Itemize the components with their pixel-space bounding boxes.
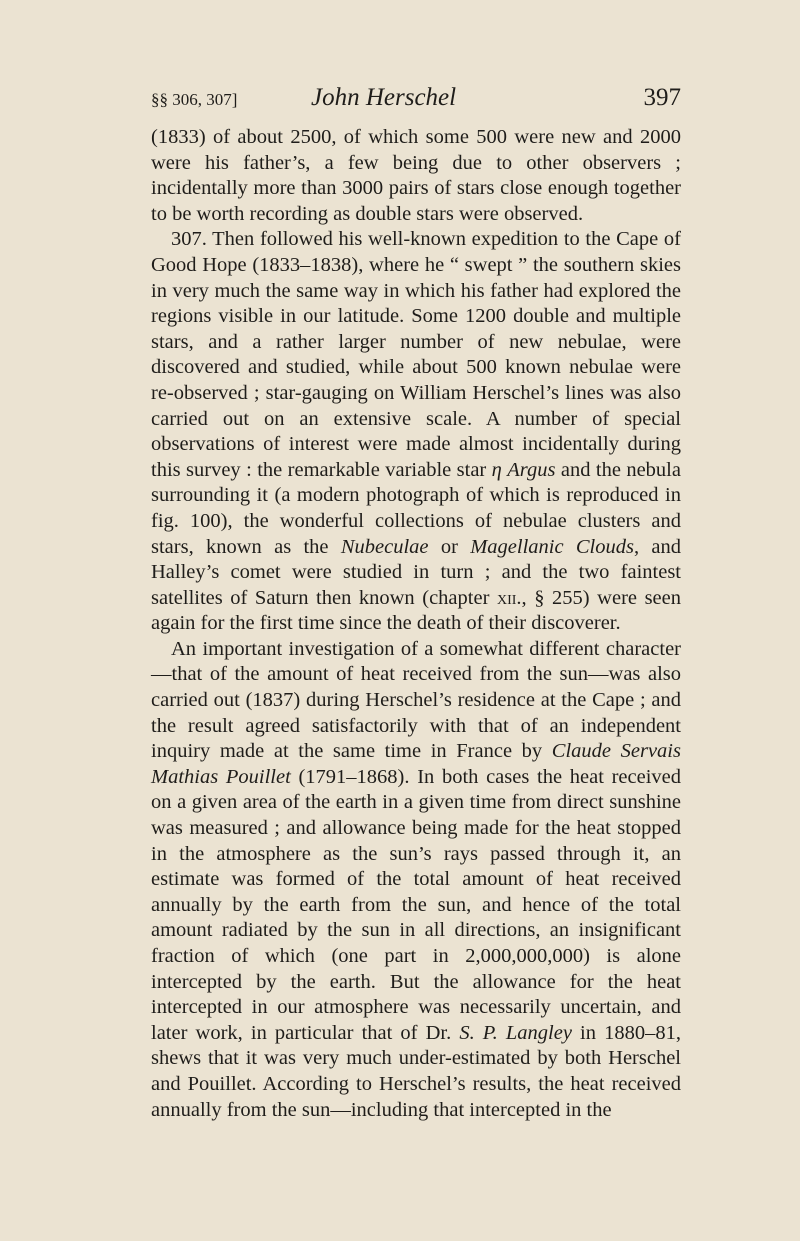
italic-text: Claude Servais Mathias Pouillet xyxy=(151,740,681,788)
text-run: An important investigation of a somewhat different character—that of the amount of heat received from the sun—was also carried out (1837) during Herschel’s residence at the Cape ; and the result agreed satisfactorily with that of an independent inquiry made at the same time in France by xyxy=(151,637,681,763)
text-run: 307. Then followed his well-known expedition to the Cape of Good Hope (1833–1838), where he “ swept ” the southern skies in very much the same way in which his father had explored the regions visible in our latitude. Some 1200 double and multiple stars, and a rather larger number of new nebulae, were discovered and studied, while about 500 known nebulae were re-observed ; star-gauging on William Herschel’s lines was also carried out on an extensive scale. A number of special observations of interest were made almost incidentally during this survey : the remarkable variable star xyxy=(151,228,681,481)
paragraph xyxy=(151,227,681,637)
text-run: (1791–1868). In both cases the heat received on a given area of the earth in a given time from direct sunshine was measured ; and allowance being made for the heat stopped in the atmosphere as the sun’s rays passed through it, an estimate was formed of the total amount of heat received annually by the earth from the sun, and hence of the total amount radiated by the sun in all directions, an insignificant fraction of which (one part in 2,000,000,000) is alone intercepted by the earth. But the allowance for the heat intercepted in our atmosphere was necessarily uncertain, and later work, in particular that of Dr. xyxy=(151,765,681,1044)
text-run: or xyxy=(428,535,471,558)
text-run: and the nebula surrounding it (a modern photograph of which is reproduced in fig. 100), the wonderful collections of nebulae clusters and stars, known as the xyxy=(151,458,681,558)
paragraph xyxy=(151,637,681,1123)
page-number: 397 xyxy=(643,84,681,111)
paragraph xyxy=(151,125,681,227)
running-header xyxy=(151,84,681,124)
text-run: (1833) of about 2500, of which some 500 were new and 2000 were his father’s, a few being due to other observers ; incidentally more than 3000 pairs of stars close enough together to be worth recording as double stars were observed. xyxy=(151,126,681,225)
body-text xyxy=(151,125,681,1123)
small-caps-text: xii. xyxy=(496,586,522,609)
running-title: John Herschel xyxy=(311,84,457,111)
text-run: , § 255) were seen again for the first time since the death of their discoverer. xyxy=(151,586,681,635)
italic-text: η Argus xyxy=(491,458,556,481)
italic-text: Magellanic Clouds xyxy=(470,535,634,558)
section-reference: §§ 306, 307] xyxy=(151,90,238,109)
text-run: , and Halley’s comet were studied in turn ; and the two faintest satellites of Saturn then known (chapter xyxy=(151,535,681,609)
italic-text: Nubeculae xyxy=(340,535,429,558)
italic-text: S. P. Langley xyxy=(459,1021,572,1044)
text-run: in 1880–81, shews that it was very much under-estimated by both Herschel and Pouillet. According to Herschel’s results, the heat received annually from the sun—including that intercepted in the xyxy=(151,1021,681,1121)
